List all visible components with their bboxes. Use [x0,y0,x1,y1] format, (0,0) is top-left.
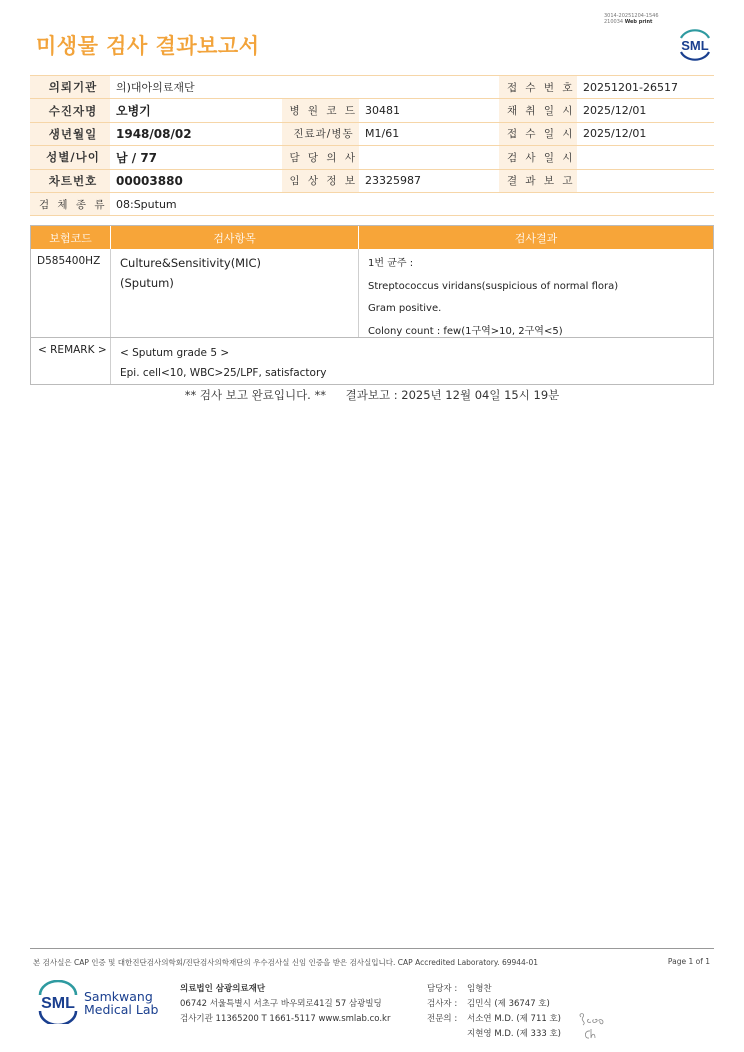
manager-label: 담당자 : [427,984,458,994]
results-header [31,226,713,249]
remark-label: < REMARK > [31,338,111,384]
chart-no-value: 00003880 [110,169,282,192]
lab-brand-line: Samkwang [84,989,153,1004]
organization-contact: 검사기관 11365200 T 1661-5117 www.smlab.co.kr [180,1014,391,1024]
results-table [30,225,714,385]
lab-brand-name [84,990,158,1016]
organization-name: 의료법인 삼광의료재단 [180,984,266,994]
receipt-no-value: 20251201-26517 [577,76,714,99]
lab-brand-line: Medical Lab [84,1002,159,1017]
institution-label: 의뢰기관 [30,76,110,99]
name-label: 수진자명 [30,99,110,122]
print-meta [604,13,659,25]
result-line: 1번 균주 : [368,258,414,269]
footer-sml-logo-text: SML [41,995,75,1012]
specialist-name: 서소연 M.D. (제 711 호) [467,1014,562,1024]
print-time: 210034 [604,19,624,25]
hospital-code-label: 병 원 코 드 [282,99,359,122]
sex-age-label: 성별/나이 [30,146,110,169]
cap-accreditation-note: 본 검사실은 CAP 인증 및 대한진단검사의학회/진단검사의학재단의 우수검사실 신임 인증을 받은 검사실입니다. CAP Accredited Laboratory. 69944-01 [33,958,539,967]
receipt-no-label: 접 수 번 호 [499,76,577,99]
remark-line: Epi. cell<10, WBC>25/LPF, satisfactory [120,367,327,379]
info-row [30,192,714,215]
info-row [30,146,714,169]
page-number: Page 1 of 1 [667,957,710,966]
doctor-label: 담 당 의 사 [282,146,359,169]
report-time-text: 결과보고 : 2025년 12월 04일 15시 19분 [345,388,560,402]
print-mode: Web print [624,19,653,25]
info-row [30,169,714,192]
header-insurance-code: 보험코드 [31,226,111,249]
specialist-label: 전문의 : [427,1014,458,1024]
specimen-label: 검 체 종 류 [30,192,110,215]
dept-label: 진료과/병동 [282,122,359,145]
sex-age-value: 남 / 77 [110,146,282,169]
footer-divider [30,948,714,949]
collection-date-value: 2025/12/01 [577,99,714,122]
birth-label: 생년월일 [30,122,110,145]
report-complete-text: ** 검사 보고 완료입니다. ** [184,388,326,402]
birth-value: 1948/08/02 [110,122,282,145]
result-line: Streptococcus viridans(suspicious of normal flora) [368,280,619,292]
test-result [359,249,713,337]
result-line: Colony count : few(1구역>10, 2구역<5) [368,325,563,337]
remark-line: < Sputum grade 5 > [120,347,230,359]
report-status [0,387,744,403]
specialist-signature [577,1011,611,1041]
manager-name: 임형찬 [467,984,492,994]
clinical-info-label: 임 상 정 보 [282,169,359,192]
info-row [30,76,714,99]
organization-address: 06742 서울특별시 서초구 바우뫼로41길 57 삼광빌딩 [180,999,382,1009]
result-row [31,249,713,338]
result-line: Gram positive. [368,303,442,314]
insurance-code: D585400HZ [31,249,111,337]
dept-value: M1/61 [359,122,499,145]
result-report-label: 결 과 보 고 [499,169,577,192]
clinical-info-value: 23325987 [359,169,499,192]
info-row [30,122,714,145]
result-report-value [577,169,714,192]
examiner-name: 김민식 (제 36747 호) [467,999,550,1009]
sml-logo-text: SML [681,38,709,53]
info-row [30,99,714,122]
header-test-item: 검사항목 [111,226,359,249]
remark-text [111,338,713,384]
patient-info-table [30,75,714,216]
test-item-line: Culture&Sensitivity(MIC) [120,256,262,270]
doctor-value [359,146,499,169]
collection-date-label: 채 취 일 시 [499,99,577,122]
chart-no-label: 차트번호 [30,169,110,192]
test-item [111,249,359,337]
report-title: 미생물 검사 결과보고서 [36,34,260,58]
sml-logo [676,26,714,62]
examiner-label: 검사자 : [427,999,458,1009]
header-test-result: 검사결과 [514,231,558,245]
receipt-date-value: 2025/12/01 [577,122,714,145]
footer-sml-logo [36,980,80,1024]
receipt-date-label: 접 수 일 시 [499,122,577,145]
remark-row [31,338,713,384]
test-date-label: 검 사 일 시 [499,146,577,169]
hospital-code-value: 30481 [359,99,499,122]
specialist-name: 지현영 M.D. (제 333 호) [467,1029,562,1039]
staff-info [427,982,561,1042]
name-value: 오병기 [110,99,282,122]
institution-value: 의)대아의료재단 [110,76,499,99]
specimen-value: 08:Sputum [110,192,714,215]
organization-info [180,982,390,1027]
test-date-value [577,146,714,169]
test-item-line: (Sputum) [120,276,174,290]
print-id: 3014-20251204-1546 [604,13,659,19]
